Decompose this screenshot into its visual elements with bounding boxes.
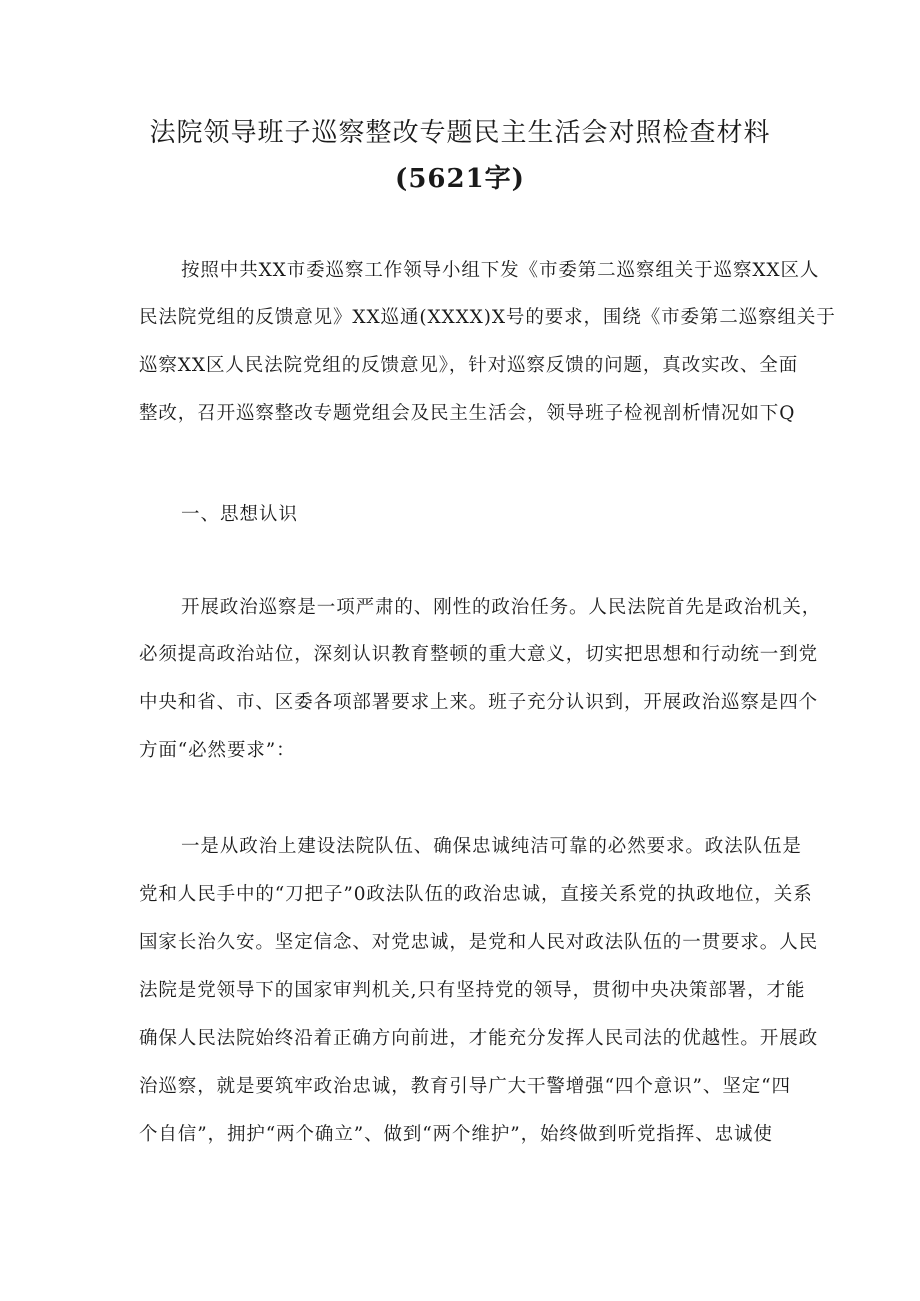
document-word-count: (5621字) [395, 164, 525, 194]
paragraph-line: 必须提高政治站位，深刻认识教育整顿的重大意义，切实把思想和行动统一到党 [139, 644, 819, 665]
paragraph-line: 个自信”，拥护“两个确立”、做到“两个维护”，始终做到听党指挥、忠诚使 [139, 1124, 773, 1145]
section-heading: 一、思想认识 [181, 504, 299, 525]
paragraph-line: 民法院党组的反馈意见》XX巡通(XXXX)X号的要求，围绕《市委第二巡察组关于 [139, 307, 836, 328]
paragraph-line: 整改，召开巡察整改专题党组会及民主生活会，领导班子检视剖析情况如下Q [139, 403, 796, 424]
paragraph-line: 党和人民手中的“刀把子”0政法队伍的政治忠诚，直接关系党的执政地位，关系 [139, 884, 813, 905]
paragraph-line: 开展政治巡察是一项严肃的、刚性的政治任务。人民法院首先是政治机关， [181, 597, 822, 618]
paragraph-line: 国家长治久安。坚定信念、对党忠诚，是党和人民对政法队伍的一贯要求。人民 [139, 932, 819, 953]
document-title: 法院领导班子巡察整改专题民主生活会对照检查材料 [149, 118, 771, 148]
paragraph-line: 确保人民法院始终沿着正确方向前进，才能充分发挥人民司法的优越性。开展政 [139, 1028, 819, 1049]
paragraph-line: 按照中共XX市委巡察工作领导小组下发《市委第二巡察组关于巡察XX区人 [181, 260, 820, 281]
paragraph-line: 中央和省、市、区委各项部署要求上来。班子充分认识到，开展政治巡察是四个 [139, 692, 819, 713]
paragraph-line: 治巡察，就是要筑牢政治忠诚，教育引导广大干警增强“四个意识”、坚定“四 [139, 1076, 791, 1097]
paragraph-line: 一是从政治上建设法院队伍、确保忠诚纯洁可靠的必然要求。政法队伍是 [181, 836, 802, 857]
paragraph-line: 方面“必然要求”： [139, 740, 296, 761]
paragraph-line: 巡察XX区人民法院党组的反馈意见》，针对巡察反馈的问题，真改实改、全面 [139, 355, 799, 376]
paragraph-line: 法院是党领导下的国家审判机关,只有坚持党的领导，贯彻中央决策部署，才能 [139, 980, 806, 1001]
